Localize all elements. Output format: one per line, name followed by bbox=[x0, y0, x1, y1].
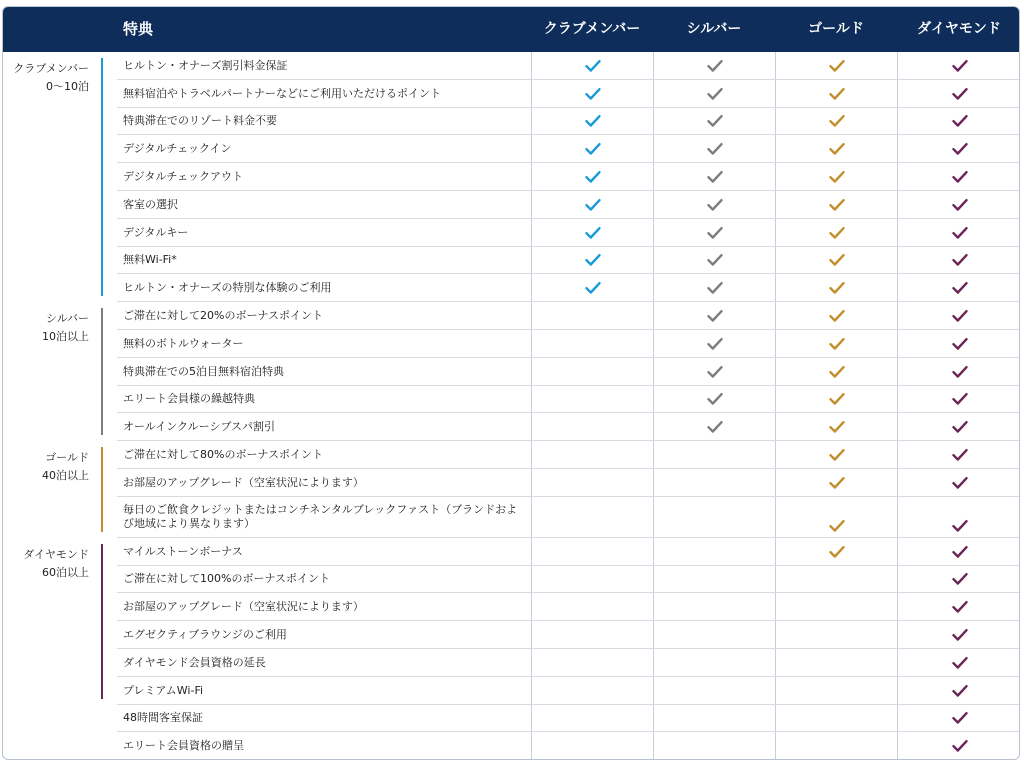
checkmark-icon bbox=[952, 59, 968, 73]
tier-nights: 10泊以上 bbox=[42, 330, 89, 344]
table-row bbox=[117, 247, 1020, 275]
cell-club bbox=[531, 247, 653, 274]
cell-club bbox=[531, 538, 653, 565]
tier-name: ダイヤモンド bbox=[23, 547, 89, 561]
checkmark-icon bbox=[707, 309, 723, 323]
benefit-label: 無料宿泊やトラベルパートナーなどにご利用いただけるポイント bbox=[123, 86, 442, 100]
checkmark-icon bbox=[707, 226, 723, 240]
checkmark-icon bbox=[952, 365, 968, 379]
table-row bbox=[117, 677, 1020, 705]
benefit-label: 無料のボトルウォーター bbox=[123, 336, 244, 350]
checkmark-icon bbox=[952, 545, 968, 559]
cell-gold bbox=[775, 274, 897, 301]
checkmark-icon bbox=[585, 281, 601, 295]
checkmark-icon bbox=[829, 309, 845, 323]
cell-silver bbox=[653, 108, 775, 135]
cell-gold bbox=[775, 247, 897, 274]
cell-gold bbox=[775, 677, 897, 704]
tier-name: クラブメンバー bbox=[13, 62, 89, 75]
checkmark-icon bbox=[829, 519, 845, 533]
checkmark-icon bbox=[707, 281, 723, 295]
checkmark-icon bbox=[585, 142, 601, 156]
table-row bbox=[117, 80, 1020, 108]
cell-gold bbox=[775, 52, 897, 79]
cell-club bbox=[531, 135, 653, 162]
checkmark-icon bbox=[829, 337, 845, 351]
checkmark-icon bbox=[952, 739, 968, 753]
checkmark-icon bbox=[952, 114, 968, 128]
benefit-label: 特典滞在でのリゾート料金不要 bbox=[123, 114, 277, 128]
checkmark-icon bbox=[829, 142, 845, 156]
cell-club bbox=[531, 649, 653, 676]
checkmark-icon bbox=[952, 656, 968, 670]
checkmark-icon bbox=[952, 87, 968, 101]
cell-gold bbox=[775, 593, 897, 620]
cell-diamond bbox=[897, 52, 1020, 79]
cell-club bbox=[531, 497, 653, 537]
cell-gold bbox=[775, 497, 897, 537]
benefit-label: エグゼクティブラウンジのご利用 bbox=[123, 628, 287, 642]
table-row bbox=[117, 705, 1020, 733]
checkmark-icon bbox=[707, 253, 723, 267]
checkmark-icon bbox=[829, 420, 845, 434]
checkmark-icon bbox=[952, 142, 968, 156]
checkmark-icon bbox=[952, 448, 968, 462]
cell-diamond bbox=[897, 538, 1020, 565]
cell-club bbox=[531, 163, 653, 190]
cell-diamond bbox=[897, 386, 1020, 413]
cell-diamond bbox=[897, 163, 1020, 190]
cell-gold bbox=[775, 469, 897, 496]
table-row bbox=[117, 497, 1020, 538]
cell-silver bbox=[653, 677, 775, 704]
checkmark-icon bbox=[952, 476, 968, 490]
cell-diamond bbox=[897, 274, 1020, 301]
tier-nights: 0～10泊 bbox=[46, 80, 89, 93]
checkmark-icon bbox=[829, 198, 845, 212]
checkmark-icon bbox=[952, 519, 968, 533]
checkmark-icon bbox=[952, 420, 968, 434]
cell-diamond bbox=[897, 469, 1020, 496]
checkmark-icon bbox=[707, 114, 723, 128]
checkmark-icon bbox=[952, 392, 968, 406]
benefit-label: お部屋のアップグレード（空室状況によります） bbox=[123, 600, 364, 614]
checkmark-icon bbox=[585, 253, 601, 267]
table-row bbox=[117, 649, 1020, 677]
checkmark-icon bbox=[829, 448, 845, 462]
checkmark-icon bbox=[952, 572, 968, 586]
cell-club bbox=[531, 330, 653, 357]
checkmark-icon bbox=[585, 87, 601, 101]
benefit-label: 48時間客室保証 bbox=[123, 711, 203, 725]
benefit-label: ダイヤモンド会員資格の延長 bbox=[123, 655, 266, 669]
cell-gold bbox=[775, 621, 897, 648]
header-club-member: クラブメンバー bbox=[543, 21, 641, 37]
checkmark-icon bbox=[707, 59, 723, 73]
cell-gold bbox=[775, 649, 897, 676]
checkmark-icon bbox=[707, 198, 723, 212]
table-row bbox=[117, 732, 1020, 760]
tier-group-diamond bbox=[3, 538, 103, 705]
checkmark-icon bbox=[585, 170, 601, 184]
cell-club bbox=[531, 386, 653, 413]
cell-diamond bbox=[897, 497, 1020, 537]
cell-club bbox=[531, 302, 653, 329]
cell-club bbox=[531, 469, 653, 496]
cell-gold bbox=[775, 135, 897, 162]
tier-nights: 40泊以上 bbox=[42, 469, 89, 483]
cell-gold bbox=[775, 358, 897, 385]
benefit-label: ご滞在に対して100%のボーナスポイント bbox=[123, 572, 331, 586]
cell-club bbox=[531, 621, 653, 648]
benefit-label: エリート会員資格の贈呈 bbox=[123, 739, 244, 753]
cell-silver bbox=[653, 274, 775, 301]
benefit-label: ご滞在に対して20%のボーナスポイント bbox=[123, 309, 324, 323]
cell-gold bbox=[775, 705, 897, 732]
cell-silver bbox=[653, 330, 775, 357]
checkmark-icon bbox=[707, 420, 723, 434]
benefits-table bbox=[2, 6, 1020, 760]
cell-club bbox=[531, 358, 653, 385]
cell-silver bbox=[653, 219, 775, 246]
checkmark-icon bbox=[952, 253, 968, 267]
cell-club bbox=[531, 732, 653, 759]
cell-club bbox=[531, 191, 653, 218]
table-row bbox=[117, 302, 1020, 330]
tier-bar bbox=[101, 58, 103, 296]
cell-gold bbox=[775, 386, 897, 413]
checkmark-icon bbox=[829, 365, 845, 379]
benefit-label: デジタルチェックイン bbox=[123, 142, 232, 156]
table-row bbox=[117, 52, 1020, 80]
cell-diamond bbox=[897, 191, 1020, 218]
cell-diamond bbox=[897, 649, 1020, 676]
benefit-label: エリート会員様の繰越特典 bbox=[123, 392, 255, 406]
checkmark-icon bbox=[829, 170, 845, 184]
checkmark-icon bbox=[829, 226, 845, 240]
checkmark-icon bbox=[829, 476, 845, 490]
table-row bbox=[117, 108, 1020, 136]
checkmark-icon bbox=[952, 170, 968, 184]
cell-gold bbox=[775, 191, 897, 218]
checkmark-icon bbox=[829, 545, 845, 559]
cell-silver bbox=[653, 52, 775, 79]
cell-club bbox=[531, 413, 653, 440]
cell-club bbox=[531, 219, 653, 246]
cell-gold bbox=[775, 538, 897, 565]
table-row bbox=[117, 330, 1020, 358]
cell-silver bbox=[653, 621, 775, 648]
checkmark-icon bbox=[952, 226, 968, 240]
cell-diamond bbox=[897, 441, 1020, 468]
checkmark-icon bbox=[829, 392, 845, 406]
cell-diamond bbox=[897, 108, 1020, 135]
table-row bbox=[117, 621, 1020, 649]
cell-diamond bbox=[897, 566, 1020, 593]
cell-silver bbox=[653, 469, 775, 496]
checkmark-icon bbox=[585, 59, 601, 73]
benefit-label: お部屋のアップグレード（空室状況によります） bbox=[123, 475, 364, 489]
checkmark-icon bbox=[829, 114, 845, 128]
checkmark-icon bbox=[707, 142, 723, 156]
checkmark-icon bbox=[707, 337, 723, 351]
cell-silver bbox=[653, 80, 775, 107]
cell-club bbox=[531, 705, 653, 732]
cell-gold bbox=[775, 732, 897, 759]
table-row bbox=[117, 135, 1020, 163]
cell-silver bbox=[653, 191, 775, 218]
table-row bbox=[117, 566, 1020, 594]
checkmark-icon bbox=[707, 392, 723, 406]
cell-diamond bbox=[897, 621, 1020, 648]
tier-bar bbox=[101, 308, 103, 435]
cell-gold bbox=[775, 219, 897, 246]
table-row bbox=[117, 413, 1020, 441]
checkmark-icon bbox=[707, 87, 723, 101]
benefit-label: 無料Wi-Fi* bbox=[123, 253, 177, 267]
cell-silver bbox=[653, 358, 775, 385]
cell-club bbox=[531, 108, 653, 135]
table-row bbox=[117, 386, 1020, 414]
checkmark-icon bbox=[829, 253, 845, 267]
tier-group-silver bbox=[3, 302, 103, 441]
checkmark-icon bbox=[829, 59, 845, 73]
checkmark-icon bbox=[952, 309, 968, 323]
checkmark-icon bbox=[829, 87, 845, 101]
cell-silver bbox=[653, 302, 775, 329]
cell-club bbox=[531, 677, 653, 704]
cell-silver bbox=[653, 413, 775, 440]
header-silver: シルバー bbox=[686, 21, 742, 37]
cell-silver bbox=[653, 163, 775, 190]
checkmark-icon bbox=[952, 711, 968, 725]
checkmark-icon bbox=[829, 281, 845, 295]
benefit-label: 毎日のご飲食クレジットまたはコンチネンタルブレックファスト（ブランドおよび地域により異なります） bbox=[123, 503, 518, 531]
tier-name: シルバー bbox=[46, 312, 89, 326]
header-benefit: 特典 bbox=[123, 20, 154, 38]
cell-diamond bbox=[897, 80, 1020, 107]
table-row bbox=[117, 441, 1020, 469]
checkmark-icon bbox=[707, 365, 723, 379]
checkmark-icon bbox=[707, 170, 723, 184]
cell-silver bbox=[653, 566, 775, 593]
checkmark-icon bbox=[952, 337, 968, 351]
table-row bbox=[117, 191, 1020, 219]
checkmark-icon bbox=[952, 628, 968, 642]
tier-bar bbox=[101, 447, 103, 532]
cell-gold bbox=[775, 302, 897, 329]
tier-nights: 60泊以上 bbox=[42, 565, 89, 579]
cell-gold bbox=[775, 80, 897, 107]
benefit-label: マイルストーンボーナス bbox=[123, 544, 243, 558]
cell-gold bbox=[775, 566, 897, 593]
cell-club bbox=[531, 441, 653, 468]
cell-silver bbox=[653, 441, 775, 468]
cell-silver bbox=[653, 247, 775, 274]
cell-diamond bbox=[897, 677, 1020, 704]
table-row bbox=[117, 593, 1020, 621]
benefit-label: オールインクルーシブスパ割引 bbox=[123, 420, 276, 434]
cell-silver bbox=[653, 593, 775, 620]
cell-silver bbox=[653, 538, 775, 565]
table-header bbox=[3, 7, 1020, 52]
table-row bbox=[117, 219, 1020, 247]
benefit-label: ヒルトン・オナーズの特別な体験のご利用 bbox=[123, 281, 332, 295]
table-row bbox=[117, 538, 1020, 566]
cell-diamond bbox=[897, 247, 1020, 274]
cell-gold bbox=[775, 413, 897, 440]
cell-gold bbox=[775, 330, 897, 357]
cell-club bbox=[531, 80, 653, 107]
cell-diamond bbox=[897, 593, 1020, 620]
checkmark-icon bbox=[585, 114, 601, 128]
cell-diamond bbox=[897, 705, 1020, 732]
header-gold: ゴールド bbox=[808, 21, 864, 37]
table-row bbox=[117, 274, 1020, 302]
cell-gold bbox=[775, 108, 897, 135]
tier-name: ゴールド bbox=[45, 451, 89, 465]
table-row bbox=[117, 469, 1020, 497]
cell-diamond bbox=[897, 732, 1020, 759]
cell-silver bbox=[653, 386, 775, 413]
cell-club bbox=[531, 52, 653, 79]
cell-silver bbox=[653, 497, 775, 537]
cell-diamond bbox=[897, 302, 1020, 329]
cell-gold bbox=[775, 441, 897, 468]
cell-diamond bbox=[897, 219, 1020, 246]
checkmark-icon bbox=[585, 226, 601, 240]
tier-bar bbox=[101, 544, 103, 699]
cell-silver bbox=[653, 732, 775, 759]
header-diamond: ダイヤモンド bbox=[917, 21, 1001, 37]
cell-diamond bbox=[897, 135, 1020, 162]
checkmark-icon bbox=[952, 684, 968, 698]
cell-silver bbox=[653, 649, 775, 676]
checkmark-icon bbox=[952, 600, 968, 614]
tier-group-club bbox=[3, 52, 103, 302]
benefit-label: プレミアムWi-Fi bbox=[123, 683, 204, 697]
benefit-label: ヒルトン・オナーズ割引料金保証 bbox=[123, 58, 288, 72]
cell-club bbox=[531, 566, 653, 593]
benefit-label: デジタルチェックアウト bbox=[123, 170, 244, 184]
checkmark-icon bbox=[585, 198, 601, 212]
cell-gold bbox=[775, 163, 897, 190]
benefit-label: ご滞在に対して80%のボーナスポイント bbox=[123, 448, 324, 462]
benefit-label: デジタルキー bbox=[123, 225, 189, 239]
cell-silver bbox=[653, 705, 775, 732]
cell-club bbox=[531, 274, 653, 301]
cell-silver bbox=[653, 135, 775, 162]
checkmark-icon bbox=[952, 281, 968, 295]
checkmark-icon bbox=[952, 198, 968, 212]
benefit-label: 客室の選択 bbox=[123, 197, 178, 211]
table-row bbox=[117, 358, 1020, 386]
table-row bbox=[117, 163, 1020, 191]
cell-diamond bbox=[897, 358, 1020, 385]
cell-club bbox=[531, 593, 653, 620]
cell-diamond bbox=[897, 413, 1020, 440]
benefit-label: 特典滞在での5泊目無料宿泊特典 bbox=[123, 364, 284, 378]
tier-group-gold bbox=[3, 441, 103, 538]
cell-diamond bbox=[897, 330, 1020, 357]
